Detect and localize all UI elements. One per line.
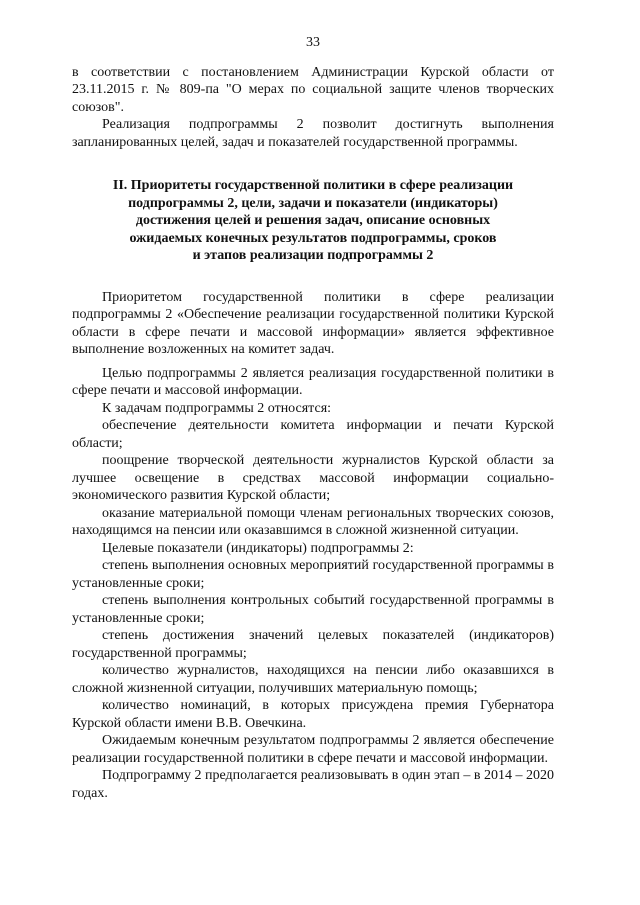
body-paragraph: обеспечение деятельности комитета информации и печати Курской области; [72,418,554,451]
intro-paragraph: в соответствии с постановлением Администрации Курской области от 23.11.2015 г. № 809-па "О мерах по социальной защите членов творческих союзов". [72,64,554,115]
body-paragraph: Подпрограмму 2 предполагается реализовывать в один этап – в 2014 – 2020 годах. [72,768,554,801]
heading-line: ожидаемых конечных результатов подпрограммы, сроков [129,230,497,246]
heading-line: II. Приоритеты государственной политики в сфере реализации [112,178,514,193]
section-heading [72,177,554,265]
intro-paragraph: Реализация подпрограммы 2 позволит достигнуть выполнения запланированных целей, задач и показателей государственной программы. [72,117,554,150]
body-paragraph: Целевые показатели (индикаторы) подпрограммы 2: [102,540,414,556]
body-paragraph: количество журналистов, находящихся на пенсии либо оказавшихся в сложной жизненной ситуации, получивших материальную помощь; [72,663,554,696]
body-paragraph: количество номинаций, в которых присуждена премия Губернатора Курской области имени В.В. Овечкина. [72,698,554,731]
body-paragraph: степень достижения значений целевых показателей (индикаторов) государственной программы; [72,628,554,661]
heading-line: и этапов реализации подпрограммы 2 [192,248,434,263]
body-paragraph: степень выполнения основных мероприятий государственной программы в установленные сроки; [72,558,554,591]
page-number: 33 [306,35,320,50]
body-paragraph: Приоритетом государственной политики в сфере реализации подпрограммы 2 «Обеспечение реализации государственной политики Курской области в сфере печати и массовой информации» является эффективное выполнение возложенных на комитет задач. [72,289,554,357]
body-paragraph: степень выполнения контрольных событий государственной программы в установленные сроки; [72,593,554,626]
body-paragraph: оказание материальной помощи членам региональных творческих союзов, находящимся на пенсии или оказавшимся в сложной жизненной ситуации. [72,505,554,538]
body-paragraph: К задачам подпрограммы 2 относятся: [102,400,332,416]
heading-line: подпрограммы 2, цели, задачи и показатели (индикаторы) [128,195,498,211]
heading-line: достижения целей и решения задач, описание основных [135,213,491,228]
body-paragraph: Ожидаемым конечным результатом подпрограммы 2 является обеспечение реализации государственной политики в сфере печати и массовой информации. [72,733,554,766]
body-paragraph: Целью подпрограммы 2 является реализация государственной политики в сфере печати и массовой информации. [72,365,554,398]
body-paragraph: поощрение творческой деятельности журналистов Курской области за лучшее освещение в средствах массовой информации социально-экономического развития Курской области; [72,453,554,503]
